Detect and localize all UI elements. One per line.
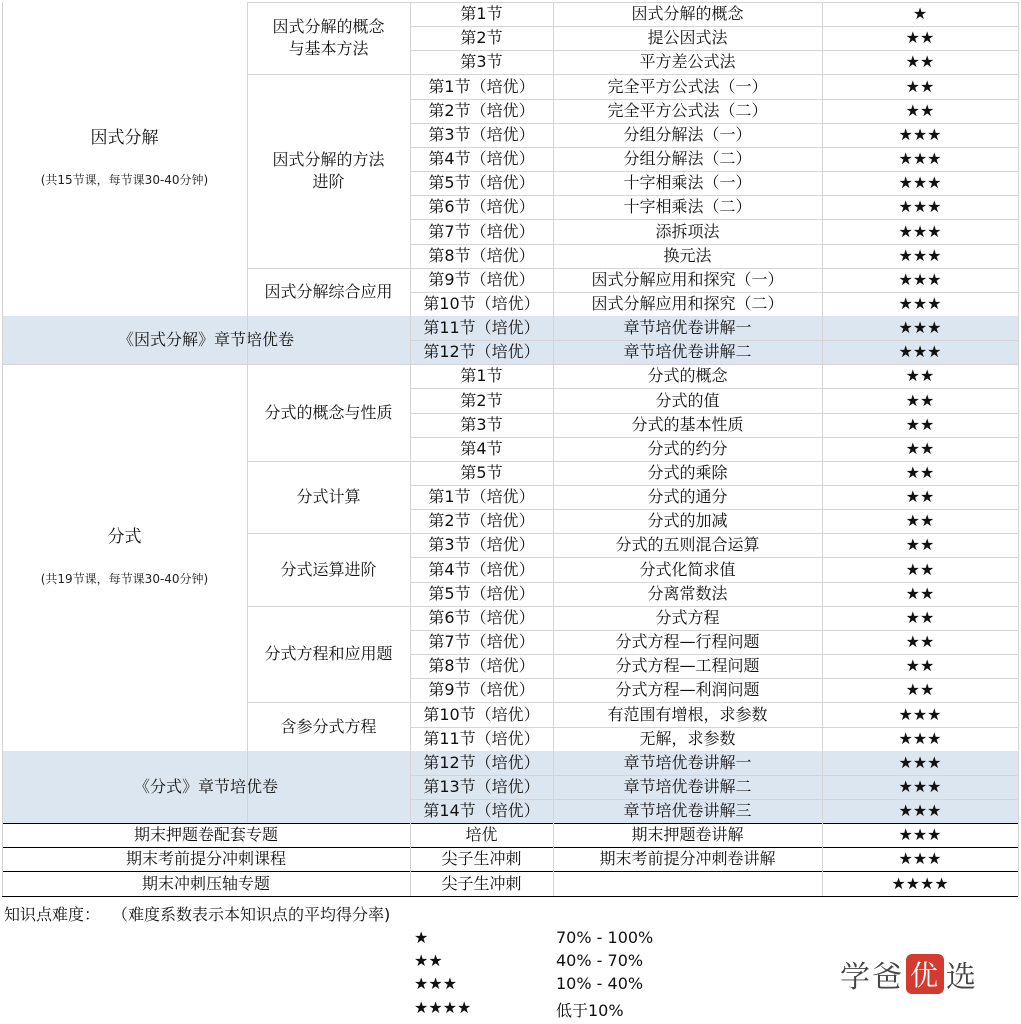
legend-range-1: 70% - 100% [556, 928, 654, 947]
lesson-row-section: 第7节（培优） [428, 221, 535, 241]
lesson-row-section: 第5节（培优） [428, 173, 535, 192]
special-topic [553, 871, 822, 896]
lesson-row-topic: 完全平方公式法（二） [607, 101, 768, 120]
lesson-row-topic: 分式的五则混合运算 [615, 535, 760, 554]
lesson-row-section: 第9节（培优） [428, 680, 535, 699]
lesson-row-difficulty-stars: ★★★ [898, 729, 942, 748]
unit-name: 分式运算进阶 [280, 559, 377, 579]
row-divider [2, 871, 1018, 872]
lesson-row-topic: 添拆项法 [655, 221, 720, 241]
row-divider [2, 823, 1018, 824]
exam-row-section: 第12节（培优） [423, 342, 540, 361]
lesson-row-topic: 分式的值 [655, 390, 720, 410]
lesson-row-topic: 分式的约分 [647, 439, 728, 458]
lesson-row-section: 第4节 [460, 439, 503, 458]
lesson-row-topic: 分式方程—行程问题 [615, 632, 760, 651]
lesson-row-section: 第3节（培优） [428, 535, 535, 554]
logo-text-1: 学爸 [840, 960, 904, 995]
lesson-row-topic: 分式的基本性质 [631, 415, 744, 434]
lesson-row-topic: 分式方程—工程问题 [615, 656, 760, 675]
lesson-row-difficulty-stars: ★★ [905, 535, 935, 554]
lesson-row-difficulty-stars: ★★ [905, 487, 935, 506]
lesson-row-difficulty-stars: ★★★ [898, 221, 942, 241]
exam-row-difficulty-stars: ★★★ [898, 777, 942, 796]
exam-row-difficulty-stars: ★★★ [898, 801, 942, 820]
lesson-row-topic: 十字相乘法（二） [623, 197, 752, 216]
lesson-row-topic: 分式的加减 [647, 511, 728, 530]
lesson-row-section: 第6节（培优） [428, 608, 535, 627]
logo-text-2: 优 [906, 954, 944, 994]
brand-logo [840, 952, 978, 996]
lesson-row-difficulty-stars: ★★ [905, 680, 935, 699]
row-divider [2, 896, 1018, 897]
legend-range-3: 10% - 40% [556, 974, 644, 993]
lesson-row-section: 第10节（培优） [423, 294, 540, 313]
unit-name: 因式分解综合应用 [264, 282, 393, 301]
lesson-row-topic: 因式分解应用和探究（一） [591, 270, 784, 289]
row-divider [247, 2, 1018, 3]
unit-name: 分式的概念与性质 [264, 402, 393, 422]
lesson-row-section: 第2节（培优） [428, 511, 535, 530]
lesson-row-difficulty-stars: ★★★ [898, 173, 942, 192]
lesson-row-section: 第3节（培优） [428, 125, 535, 144]
lesson-row-topic: 因式分解的概念 [631, 4, 744, 23]
lesson-row-section: 第1节（培优） [428, 76, 535, 96]
lesson-row-difficulty-stars: ★★★ [898, 149, 942, 168]
lesson-row-difficulty-stars: ★★ [905, 656, 935, 675]
exam-row-section: 第13节（培优） [423, 777, 540, 796]
lesson-row-difficulty-stars: ★★ [905, 390, 935, 410]
unit-name: 分式计算 [296, 487, 361, 506]
lesson-row-topic: 分式方程 [655, 608, 720, 627]
column-divider [822, 2, 823, 896]
chapter-note: (共15节课，每节课30-40分钟) [40, 173, 209, 187]
legend-stars-4: ★★★★ [414, 998, 472, 1017]
column-divider [553, 2, 554, 896]
lesson-row-topic: 平方差公式法 [639, 52, 736, 71]
exam-row-section: 第14节（培优） [423, 801, 540, 820]
lesson-row-difficulty-stars: ★ [912, 4, 928, 23]
legend-title: 知识点难度： [4, 905, 101, 924]
chapter-cell [2, 364, 247, 751]
lesson-row-topic: 分式化简求值 [639, 559, 736, 579]
lesson-row-section: 第2节 [460, 390, 503, 410]
exam-row-topic: 章节培优卷讲解三 [623, 801, 752, 820]
lesson-row-difficulty-stars: ★★★ [898, 704, 942, 724]
lesson-row-section: 第5节 [460, 463, 503, 482]
exam-row-topic: 章节培优卷讲解一 [623, 318, 752, 337]
special-difficulty-stars: ★★★ [898, 825, 942, 844]
exam-row-section: 第11节（培优） [423, 318, 540, 337]
chapter-cell [2, 2, 247, 316]
lesson-row-difficulty-stars: ★★★ [898, 270, 942, 289]
lesson-row-section: 第2节（培优） [428, 101, 535, 120]
lesson-row-difficulty-stars: ★★ [905, 439, 935, 458]
lesson-row-difficulty-stars: ★★ [905, 101, 935, 120]
lesson-row-difficulty-stars: ★★ [905, 559, 935, 579]
lesson-row-section: 第3节 [460, 415, 503, 434]
exam-row-topic: 章节培优卷讲解一 [623, 753, 752, 772]
chapter-name: 分式 [107, 526, 142, 547]
lesson-row-topic: 分组分解法（二） [623, 149, 752, 168]
lesson-row-topic: 分式的通分 [647, 487, 728, 506]
lesson-row-section: 第1节 [460, 366, 503, 385]
special-name: 期末冲刺压轴专题 [141, 873, 270, 893]
lesson-row-section: 第9节（培优） [428, 270, 535, 289]
special-difficulty-stars: ★★★ [898, 849, 942, 868]
chapter-note: (共19节课，每节课30-40分钟) [40, 571, 209, 586]
legend-stars-1: ★ [414, 928, 429, 947]
exam-name: 《分式》章节培优卷 [133, 777, 278, 796]
lesson-row-topic: 有范围有增根，求参数 [607, 704, 768, 724]
lesson-row-topic: 分式的概念 [647, 366, 728, 385]
lesson-row-topic: 无解，求参数 [639, 729, 736, 748]
row-divider [2, 847, 1018, 848]
exam-name: 《因式分解》章节培优卷 [117, 330, 294, 349]
lesson-row-difficulty-stars: ★★ [905, 608, 935, 627]
special-section: 培优 [465, 825, 498, 844]
lesson-row-topic: 换元法 [663, 246, 712, 265]
special-topic: 期末押题卷讲解 [631, 825, 744, 844]
legend-stars-3: ★★★ [414, 974, 458, 993]
lesson-row-section: 第10节（培优） [423, 704, 540, 724]
exam-row-topic: 章节培优卷讲解二 [623, 777, 752, 796]
lesson-row-difficulty-stars: ★★★ [898, 246, 942, 265]
lesson-row-section: 第2节 [460, 28, 503, 47]
lesson-row-topic: 完全平方公式法（一） [607, 76, 768, 96]
exam-row-section: 第12节（培优） [423, 753, 540, 772]
lesson-row-difficulty-stars: ★★ [905, 632, 935, 651]
exam-row-difficulty-stars: ★★★ [898, 318, 942, 337]
lesson-row-topic: 因式分解应用和探究（二） [591, 294, 784, 313]
lesson-row-topic: 分式的乘除 [647, 463, 728, 482]
lesson-row-difficulty-stars: ★★ [905, 511, 935, 530]
legend-range-4: 低于10% [556, 1001, 624, 1020]
special-name: 期末押题卷配套专题 [133, 825, 278, 844]
column-divider [410, 2, 411, 896]
lesson-row-difficulty-stars: ★★ [905, 28, 935, 47]
lesson-row-section: 第1节（培优） [428, 487, 535, 506]
special-topic: 期末考前提分冲刺卷讲解 [599, 849, 776, 868]
lesson-row-difficulty-stars: ★★ [905, 366, 935, 385]
lesson-row-topic: 分离常数法 [647, 584, 728, 603]
lesson-row-topic: 十字相乘法（一） [623, 173, 752, 192]
unit-name: 分式方程和应用题 [264, 644, 393, 663]
special-section: 尖子生冲刺 [441, 849, 522, 868]
lesson-row-difficulty-stars: ★★★ [898, 125, 942, 144]
lesson-row-topic: 分式方程—利润问题 [615, 680, 760, 699]
lesson-row-section: 第7节（培优） [428, 632, 535, 651]
lesson-row-difficulty-stars: ★★★ [898, 294, 942, 313]
column-divider [247, 2, 248, 364]
lesson-row-difficulty-stars: ★★★ [898, 197, 942, 216]
exam-row-difficulty-stars: ★★★ [898, 753, 942, 772]
lesson-row-section: 第1节 [460, 4, 503, 23]
unit-name: 含参分式方程 [280, 716, 377, 736]
exam-row-difficulty-stars: ★★★ [898, 342, 942, 361]
lesson-row-section: 第3节 [460, 52, 503, 71]
lesson-row-topic: 分组分解法（一） [623, 125, 752, 144]
lesson-row-section: 第8节（培优） [428, 656, 535, 675]
special-section: 尖子生冲刺 [441, 873, 522, 893]
lesson-row-difficulty-stars: ★★ [905, 76, 935, 96]
lesson-row-section: 第8节（培优） [428, 246, 535, 265]
lesson-row-topic: 提公因式法 [647, 28, 728, 47]
column-divider [2, 2, 3, 896]
legend-stars-2: ★★ [414, 951, 443, 970]
legend-description: （难度系数表示本知识点的平均得分率) [112, 905, 391, 924]
column-divider [247, 364, 248, 823]
lesson-row-difficulty-stars: ★★ [905, 52, 935, 71]
lesson-row-difficulty-stars: ★★ [905, 584, 935, 603]
lesson-row-section: 第4节（培优） [428, 149, 535, 168]
unit-name: 因式分解的方法 进阶 [272, 150, 385, 191]
special-name: 期末考前提分冲刺课程 [125, 849, 286, 868]
lesson-row-section: 第5节（培优） [428, 584, 535, 603]
chapter-name: 因式分解 [90, 128, 159, 148]
logo-text-3: 选 [946, 960, 979, 995]
lesson-row-difficulty-stars: ★★ [905, 463, 935, 482]
column-divider [1018, 2, 1019, 896]
lesson-row-section: 第6节（培优） [428, 197, 535, 216]
legend-range-2: 40% - 70% [556, 951, 644, 970]
lesson-row-section: 第4节（培优） [428, 559, 535, 579]
lesson-row-difficulty-stars: ★★ [905, 415, 935, 434]
special-difficulty-stars: ★★★★ [891, 873, 949, 893]
lesson-row-section: 第11节（培优） [423, 729, 540, 748]
unit-name: 因式分解的概念 与基本方法 [272, 17, 385, 58]
exam-row-topic: 章节培优卷讲解二 [623, 342, 752, 361]
